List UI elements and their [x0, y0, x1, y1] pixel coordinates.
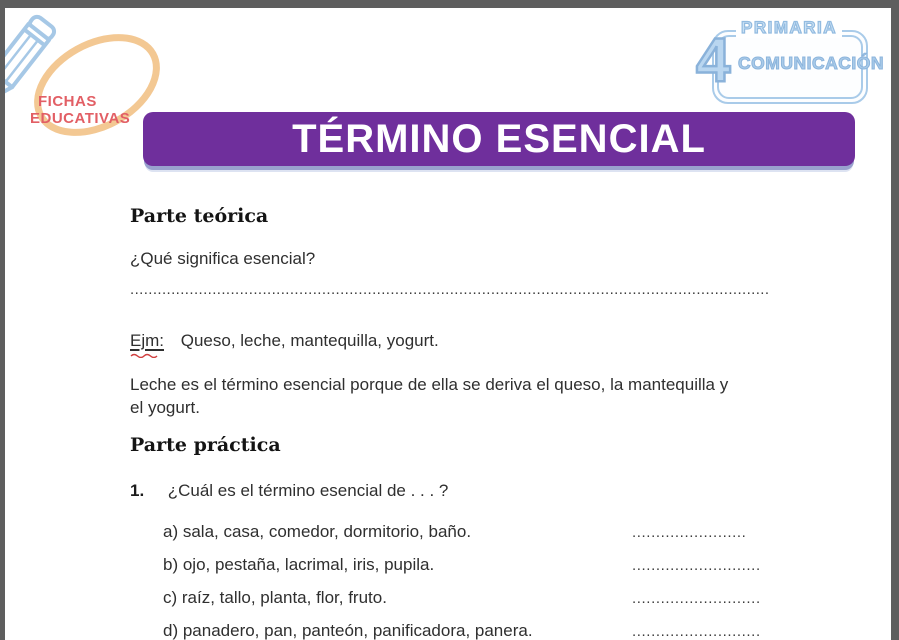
practice-section-heading: Parte práctica	[130, 434, 281, 456]
exercise-item-answer-line: ...........................	[632, 590, 761, 607]
example-row	[130, 331, 439, 351]
theory-question: ¿Qué significa esencial?	[130, 249, 316, 268]
exercise-item-text: b) ojo, pestaña, lacrimal, iris, pupila.	[163, 555, 435, 574]
explanation-paragraph	[130, 374, 820, 419]
exercise-number: 1.	[130, 481, 145, 500]
explanation-line2: el yogurt.	[130, 397, 200, 417]
exercise-item-a	[130, 522, 790, 542]
badge-subject-label: COMUNICACIÓN	[738, 53, 884, 73]
exercise-item-text: a) sala, casa, comedor, dormitorio, baño.	[163, 522, 472, 541]
explanation-line1: Leche es el término esencial porque de ella se deriva el queso, la mantequilla y	[130, 375, 729, 394]
answer-dotted-line: ............................................................................................................................................	[130, 281, 769, 298]
exercise-prompt: ¿Cuál es el término esencial de . . . ?	[167, 481, 449, 500]
example-label	[130, 331, 164, 351]
grade-badge	[698, 12, 883, 112]
exercise-prompt-row	[130, 481, 448, 501]
page-title: TÉRMINO ESENCIAL	[292, 117, 706, 161]
exercise-item-text: d) panadero, pan, panteón, panificadora, panera.	[163, 621, 533, 640]
frame-right-border	[891, 0, 899, 640]
exercise-item-d	[130, 621, 790, 640]
logo-text-line2: EDUCATIVAS	[30, 110, 131, 127]
example-text: Queso, leche, mantequilla, yogurt.	[180, 331, 439, 350]
badge-grade-number: 4	[696, 26, 731, 95]
frame-top-border	[0, 0, 899, 8]
exercise-item-text: c) raíz, tallo, planta, flor, fruto.	[163, 588, 387, 607]
title-banner	[143, 112, 855, 166]
example-label-text: Ejm:	[130, 331, 164, 350]
exercise-item-answer-line: ...........................	[632, 623, 761, 640]
spellcheck-squiggle-icon	[130, 352, 158, 358]
exercise-item-c	[130, 588, 790, 608]
logo-text-line1: FICHAS	[38, 93, 97, 110]
theory-section-heading: Parte teórica	[130, 205, 269, 227]
exercise-item-answer-line: ........................	[632, 524, 747, 541]
exercise-item-b	[130, 555, 790, 575]
badge-level-label: PRIMARIA	[736, 18, 842, 38]
exercise-item-answer-line: ...........................	[632, 557, 761, 574]
